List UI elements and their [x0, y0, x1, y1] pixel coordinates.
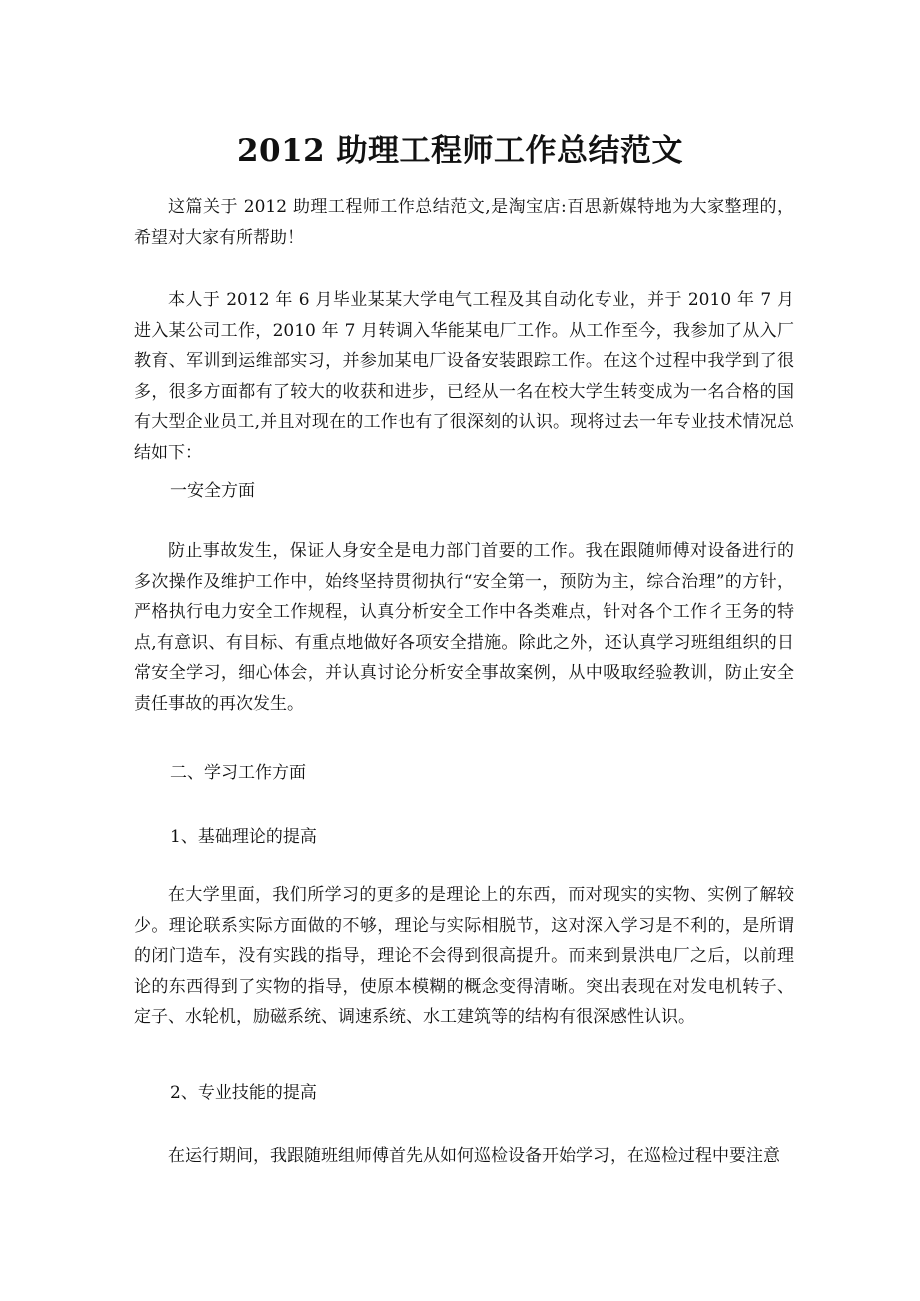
opening-paragraph: 本人于 2012 年 6 月毕业某某大学电气工程及其自动化专业，并于 2010 年 7 月进入某公司工作，2010 年 7 月转调入华能某电厂工作。从工作至今，我参加了从入厂教育、军训到运维部实习，并参加某电厂设备安装跟踪工作。在这个过程中我学到了很多，很多方面都有了较大的收获和进步，已经从一名在校大学生转变成为一名合格的国有大型企业员工,并且对现在的工作也有了很深刻的认识。现将过去一年专业技术情况总结如下： [134, 290, 794, 463]
safety-paragraph: 防止事故发生，保证人身安全是电力部门首要的工作。我在跟随师傅对设备进行的多次操作及维护工作中，始终坚持贯彻执行“安全第一，预防为主，综合治理”的方针，严格执行电力安全工作规程，认真分析安全工作中各类难点，针对各个工作彳王务的特点,有意识、有目标、有重点地做好各项安全措施。除此之外，还认真学习班组组织的日常安全学习，细心体会，并认真讨论分析安全事故案例，从中吸取经验教训，防止安全责任事故的再次发生。 [134, 541, 794, 714]
subsection-heading-skills: 2、专业技能的提高 [170, 1083, 317, 1103]
subsection-heading-theory: 1、基础理论的提高 [170, 827, 317, 847]
skills-paragraph: 在运行期间，我跟随班组师傅首先从如何巡检设备开始学习，在巡检过程中要注意 [168, 1146, 780, 1166]
intro-paragraph: 这篇关于 2012 助理工程师工作总结范文,是淘宝店:百思新媒特地为大家整理的，希望对大家有所帮助！ [134, 197, 794, 248]
theory-paragraph: 在大学里面，我们所学习的更多的是理论上的东西，而对现实的实物、实例了解较少。理论联系实际方面做的不够，理论与实际相脱节，这对深入学习是不利的，是所谓的闭门造车，没有实践的指导，理论不会得到很高提升。而来到景洪电厂之后，以前理论的东西得到了实物的指导，使原本模糊的概念变得清晰。突出表现在对发电机转子、定子、水轮机，励磁系统、调速系统、水工建筑等的结构有很深感性认识。 [134, 885, 794, 1027]
document-title: 2012 助理工程师工作总结范文 [236, 133, 684, 169]
section-heading-study: 二、学习工作方面 [170, 763, 306, 783]
section-heading-safety: 一安全方面 [170, 481, 255, 501]
